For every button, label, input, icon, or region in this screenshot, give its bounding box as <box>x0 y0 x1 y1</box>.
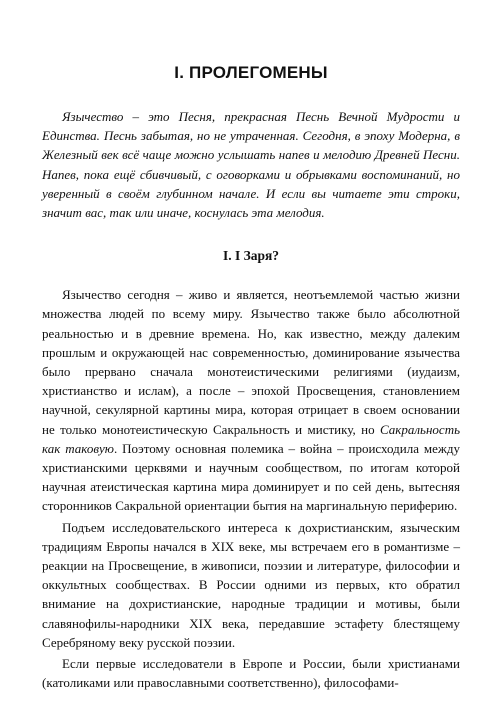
paragraph-1-text-b: . Поэтому основная полемика – война – происходила между христианскими церквями и научным сообществом, по итогам которой научная атеистическая картина мира доминирует и по сей день, вытесняя сторонников Сакральной ориентации бытия на маргинальную периферию. <box>42 440 460 514</box>
body-paragraph-1 <box>42 285 460 515</box>
chapter-title: I. ПРОЛЕГОМЕНЫ <box>174 63 328 82</box>
epigraph: Язычество – это Песня, прекрасная Песнь Вечной Мудрости и Единства. Песнь забытая, но не утраченная. Сегодня, в эпоху Модерна, в Железный век всё чаще можно услышать напев и мелодию Древней Песни. Напев, пока ещё сбивчивый, с оговорками и обрывками воспоминаний, но уверенный в своём глубинном начале. И если вы читаете эти строки, значит вас, так или иначе, коснулась эта мелодия. <box>42 109 460 221</box>
paragraph-1-text-a: Язычество сегодня – живо и является, неотъемлемой частью жизни множества людей по всему миру. Язычество также было абсолютной реальностью и в древние времена. Но, как известно, между далеким прошлым и окружающей нас современностью, доминирование язычества было прервано сначала монотеистическими религиями (иудаизм, христианство и ислам), а после – эпохой Просвещения, становлением научной, секулярной картины мира, которая отрицает в своем основании не только монотеистическую Сакральность и мистику, но <box>42 287 460 437</box>
body-paragraph-2: Подъем исследовательского интереса к дохристианским, языческим традициям Европы начался в XIX веке, мы встречаем его в романтизме – реакции на Просвещение, в живописи, поэзии и литературе, философии и оккультных сообществах. В России одними из первых, кто обратил внимание на дохристианские, народные традиции и мотивы, были славянофилы-народники XIX века, передавшие эстафету блестящему Серебряному веку русской поэзии. <box>42 519 460 650</box>
book-page <box>42 62 460 694</box>
body-paragraph-3: Если первые исследователи в Европе и России, были христианами (католиками или православными соответственно), философами- <box>42 656 460 691</box>
paragraph-1-emphasis: Сакральность как таковую <box>42 421 460 456</box>
section-title: I. I Заря? <box>222 248 280 264</box>
